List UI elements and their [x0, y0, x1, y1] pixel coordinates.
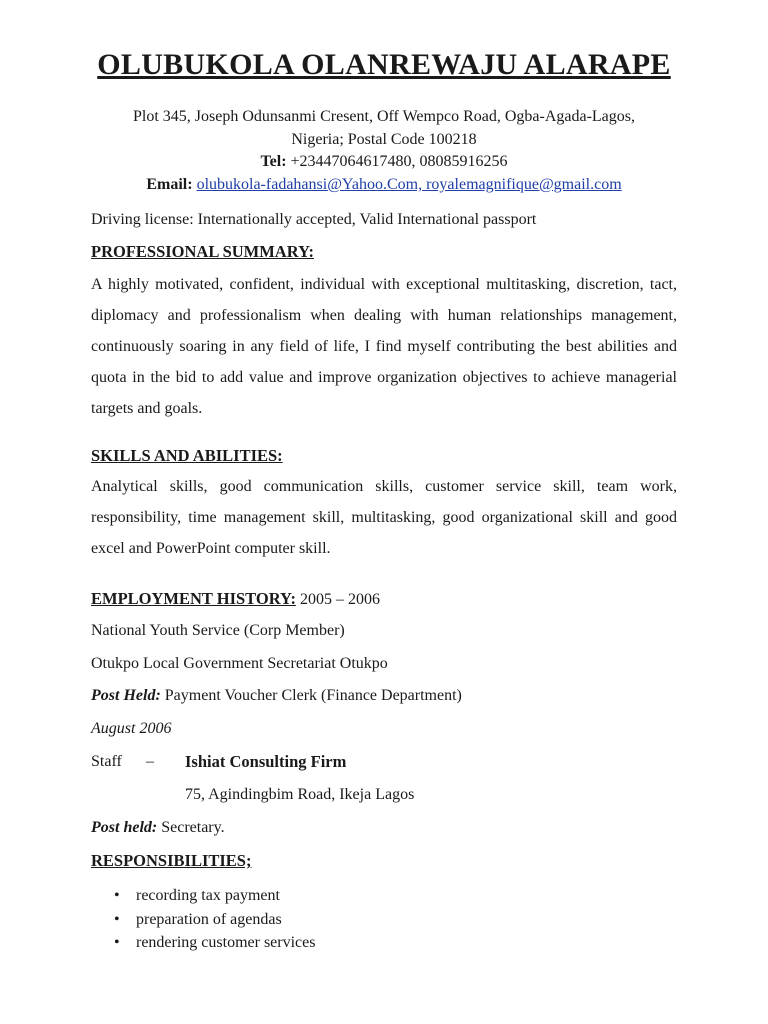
- address-line-1: Plot 345, Joseph Odunsanmi Cresent, Off Wempco Road, Ogba-Agada-Lagos,: [132, 108, 636, 125]
- list-item: [91, 931, 315, 955]
- email-link[interactable]: olubukola-fadahansi@Yahoo.Com, royalemagnifique@gmail.com: [196, 176, 622, 193]
- job2-post-line: [91, 819, 225, 837]
- bullet-icon: •: [114, 910, 120, 928]
- job1-post-line: [91, 687, 462, 705]
- driving-license-line: Driving license: Internationally accepted, Valid International passport: [91, 211, 537, 228]
- job2-company: Ishiat Consulting Firm: [185, 752, 347, 771]
- applicant-name: OLUBUKOLA OLANREWAJU ALARAPE: [97, 48, 671, 81]
- bullet-icon: •: [114, 887, 120, 904]
- responsibilities-heading: RESPONSIBILITIES;: [91, 851, 252, 870]
- employment-history-heading: EMPLOYMENT HISTORY:: [91, 589, 296, 608]
- list-item-text: preparation of agendas: [136, 910, 282, 928]
- list-item-text: recording tax payment: [136, 887, 280, 904]
- list-item-text: rendering customer services: [136, 934, 316, 951]
- list-item: [91, 908, 315, 932]
- job2-post-label: Post held:: [91, 819, 158, 836]
- professional-summary-heading: PROFESSIONAL SUMMARY:: [91, 242, 314, 261]
- job1-post-label: Post Held:: [91, 687, 161, 704]
- bullet-icon: •: [114, 934, 120, 951]
- list-item: [91, 884, 315, 908]
- address-line-2: Nigeria; Postal Code 100218: [291, 131, 477, 148]
- responsibilities-list: [91, 884, 315, 955]
- job2-dash: –: [146, 753, 154, 770]
- skills-heading: SKILLS AND ABILITIES:: [91, 446, 283, 465]
- job2-address: 75, Agindingbim Road, Ikeja Lagos: [185, 786, 415, 803]
- job2-date: August 2006: [91, 720, 172, 737]
- email-label: Email:: [146, 176, 193, 193]
- tel-label: Tel:: [260, 153, 287, 170]
- job1-organization: National Youth Service (Corp Member): [91, 622, 345, 639]
- job2-role: Staff: [91, 753, 122, 770]
- job2-post-value: Secretary.: [161, 819, 225, 836]
- tel-value: +23447064617480, 08085916256: [290, 153, 508, 170]
- tel-line: [0, 153, 768, 171]
- employment-years: 2005 – 2006: [299, 591, 380, 608]
- job1-post-value: Payment Voucher Clerk (Finance Department): [164, 687, 462, 704]
- professional-summary-text: A highly motivated, confident, individual with exceptional multitasking, discretion, tact, diplomacy and professionalism when dealing with human relationships management, continuously soaring in any field of life, I find myself contributing the best abilities and quota in the bid to add value and improve organization objectives to achieve managerial targets and goals.: [91, 276, 677, 417]
- job1-location: Otukpo Local Government Secretariat Otukpo: [91, 655, 388, 672]
- email-line: [0, 176, 768, 194]
- skills-text: Analytical skills, good communication skills, customer service skill, team work, responsibility, time management skill, multitasking, good organizational skill and good excel and PowerPoint computer skill.: [91, 478, 677, 557]
- employment-history-line: [91, 589, 380, 609]
